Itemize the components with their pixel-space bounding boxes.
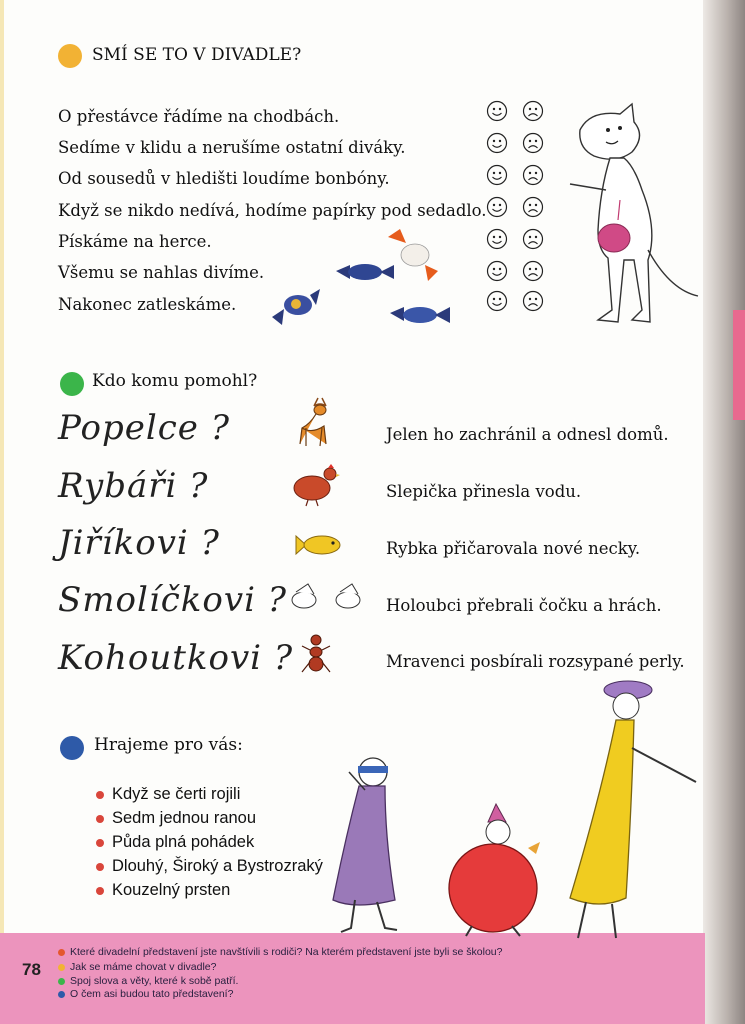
- section2-heading: Kdo komu pomohl?: [92, 371, 258, 391]
- question-text: Spoj slova a věty, které k sobě patří.: [70, 975, 239, 987]
- bullet-dot: [96, 839, 104, 847]
- question-text: O čem asi budou tato představení?: [70, 988, 234, 1000]
- smiley-face-icon[interactable]: [486, 228, 508, 250]
- next-page-tab: [733, 310, 745, 420]
- smiley-face-icon[interactable]: [486, 260, 508, 282]
- section3-heading: Hrajeme pro vás:: [94, 735, 243, 755]
- script-word: Popelce ?: [58, 408, 230, 448]
- play-title: Sedm jednou ranou: [112, 809, 257, 827]
- bullet-dot: [96, 887, 104, 895]
- cat-illustration: [550, 100, 710, 330]
- sad-face-icon[interactable]: [522, 100, 544, 122]
- footer-question: [58, 946, 502, 958]
- tall-character-illustration: [560, 678, 700, 943]
- rule-line: Od sousedů v hledišti loudíme bonbóny.: [58, 169, 390, 188]
- section3-bullet-dot: [60, 736, 84, 760]
- smiley-face-icon[interactable]: [486, 164, 508, 186]
- bullet-dot: [96, 863, 104, 871]
- question-dot-red: [58, 949, 65, 956]
- ants-icon: [296, 632, 336, 676]
- sad-face-icon[interactable]: [522, 290, 544, 312]
- smiley-face-icon[interactable]: [486, 132, 508, 154]
- round-character-illustration: [448, 798, 558, 938]
- page-number: 78: [22, 960, 41, 979]
- play-title: Půda plná pohádek: [112, 833, 255, 851]
- play-list-item: [96, 830, 323, 854]
- smiley-face-icon[interactable]: [486, 290, 508, 312]
- section1-bullet-dot: [58, 44, 82, 68]
- script-word: Kohoutkovi ?: [58, 638, 294, 678]
- bullet-dot: [96, 815, 104, 823]
- sad-face-icon[interactable]: [522, 164, 544, 186]
- question-dot-yellow: [58, 964, 65, 971]
- sentence-item: Holoubci přebrali čočku a hrách.: [386, 596, 662, 615]
- footer-question: [58, 961, 217, 973]
- footer-question: [58, 988, 233, 1000]
- footer-question: [58, 975, 238, 987]
- smiley-face-icon[interactable]: [486, 196, 508, 218]
- play-list: [96, 782, 323, 902]
- sentence-item: Slepička přinesla vodu.: [386, 482, 582, 501]
- sad-face-icon[interactable]: [522, 196, 544, 218]
- deer-icon: [292, 394, 340, 450]
- sentence-item: Jelen ho zachránil a odnesl domů.: [386, 425, 669, 444]
- section1-heading: SMÍ SE TO V DIVADLE?: [92, 45, 302, 65]
- blindfolded-character-illustration: [325, 750, 425, 940]
- question-dot-blue: [58, 991, 65, 998]
- question-text: Jak se máme chovat v divadle?: [70, 961, 217, 973]
- sad-face-icon[interactable]: [522, 132, 544, 154]
- play-title: Když se čerti rojili: [112, 785, 241, 803]
- play-list-item: [96, 854, 323, 878]
- candy-blue-gold-icon: [272, 289, 320, 325]
- question-text: Které divadelní představení jste navštívili s rodiči? Na kterém představení jste byli se školou?: [70, 946, 503, 958]
- page-left-edge: [0, 0, 4, 1024]
- candy-striped-icon: [390, 307, 450, 323]
- rule-line: Nakonec zatleskáme.: [58, 295, 237, 314]
- script-word: Jiříkovi ?: [58, 523, 220, 563]
- play-title: Dlouhý, Široký a Bystrozraký: [112, 857, 323, 875]
- rule-line: Když se nikdo nedívá, hodíme papírky pod sedadlo.: [58, 201, 487, 220]
- smiley-face-icon[interactable]: [486, 100, 508, 122]
- rule-line: O přestávce řádíme na chodbách.: [58, 107, 340, 126]
- rule-line: Sedíme v klidu a nerušíme ostatní diváky.: [58, 138, 406, 157]
- candy-orange-icon: [388, 229, 438, 281]
- section2-bullet-dot: [60, 372, 84, 396]
- sentence-item: Mravenci posbírali rozsypané perly.: [386, 652, 685, 671]
- play-title: Kouzelný prsten: [112, 881, 231, 899]
- hen-icon: [290, 462, 342, 508]
- rule-line: Všemu se nahlas divíme.: [58, 263, 265, 282]
- pigeons-icon: [286, 578, 370, 618]
- sad-face-icon[interactable]: [522, 260, 544, 282]
- candy-blue-icon: [336, 264, 394, 280]
- question-dot-green: [58, 978, 65, 985]
- bullet-dot: [96, 791, 104, 799]
- candy-illustration: [270, 225, 460, 335]
- script-word: Smolíčkovi ?: [58, 580, 287, 620]
- rule-line: Pískáme na herce.: [58, 232, 212, 251]
- play-list-item: [96, 782, 323, 806]
- sad-face-icon[interactable]: [522, 228, 544, 250]
- sentence-item: Rybka přičarovala nové necky.: [386, 539, 641, 558]
- script-word: Rybáři ?: [58, 466, 209, 506]
- play-list-item: [96, 878, 323, 902]
- fish-icon: [292, 530, 344, 560]
- play-list-item: [96, 806, 323, 830]
